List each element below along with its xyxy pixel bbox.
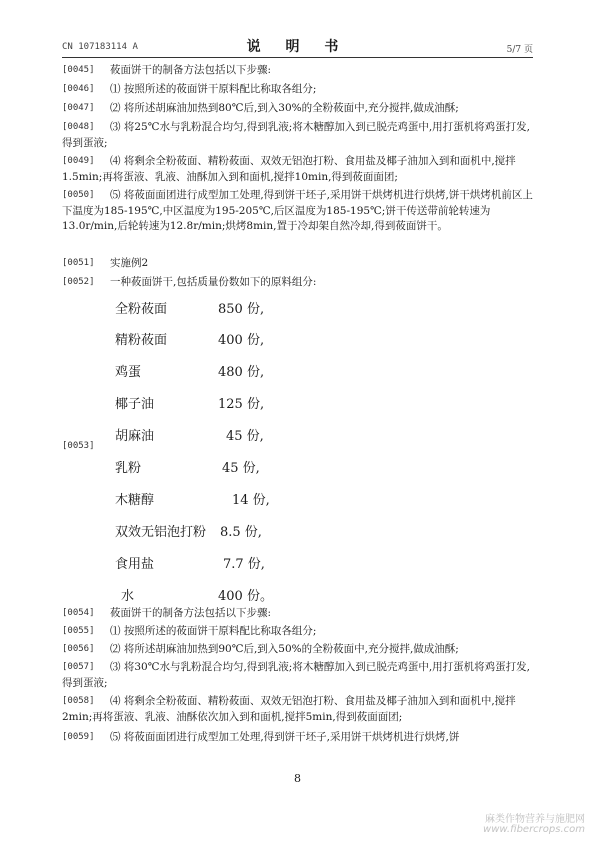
ingredient-row	[115, 361, 315, 381]
paragraph-0055	[62, 624, 540, 640]
paragraph-0050	[62, 188, 540, 235]
paragraph-text: ⑴ 按照所述的莜面饼干原料配比称取各组分;	[110, 83, 317, 95]
ingredient-row	[115, 585, 315, 605]
ingredient-name: 乳粉	[115, 461, 142, 476]
page-number: 8	[294, 772, 301, 785]
paragraph-text: ⑶ 将25℃水与乳粉混合均匀,得到乳液;将木糖醇加入到已脱壳鸡蛋中,用打蛋机将鸡蛋打发,得到蛋液;	[62, 121, 530, 149]
paragraph-0046	[62, 82, 540, 98]
paragraph-text: ⑴ 按照所述的莜面饼干原料配比称取各组分;	[110, 625, 317, 637]
paragraph-number: [0049]	[62, 156, 95, 166]
ingredient-row	[115, 489, 315, 509]
paragraph-number: [0055]	[62, 626, 95, 636]
paragraph-number: [0045]	[62, 65, 95, 75]
ingredient-amount: 7.7 份,	[223, 557, 265, 572]
paragraph-number: [0056]	[62, 644, 95, 654]
ingredient-amount: 8.5 份,	[220, 525, 262, 540]
ingredient-row	[115, 393, 315, 413]
paragraph-0049	[62, 154, 540, 185]
ingredient-amount: 45 份,	[222, 461, 260, 476]
ingredient-amount: 14 份,	[232, 493, 270, 508]
ingredient-amount: 45 份,	[226, 429, 264, 444]
paragraph-text: ⑸ 将莜面面团进行成型加工处理,得到饼干坯子,采用饼干烘烤机进行烘烤,饼干烘烤机前区上下温度为185-195℃,中区温度为195-205℃,后区温度为185-195℃;饼干传送带前轮转速为13.0r/min,后轮转速为12.8r/min;烘烤8min,置于冷却架自然冷却,得到莜面饼干。	[62, 189, 533, 233]
paragraph-text: ⑷ 将剩余全粉莜面、精粉莜面、双效无铝泡打粉、食用盐及椰子油加入到和面机中,搅拌1.5min;再将蛋液、乳液、油酥加入到和面机,搅拌10min,得到莜面面团;	[62, 155, 516, 183]
paragraph-text: ⑵ 将所述胡麻油加热到80℃后,到入30%的全粉莜面中,充分搅拌,做成油酥;	[110, 102, 459, 114]
paragraph-text: ⑶ 将30℃水与乳粉混合均匀,得到乳液;将木糖醇加入到已脱壳鸡蛋中,用打蛋机将鸡蛋打发,得到蛋液;	[62, 661, 530, 689]
paragraph-0056	[62, 642, 540, 658]
paragraph-text: ⑸ 将莜面面团进行成型加工处理,得到饼干坯子,采用饼干烘烤机进行烘烤,饼	[110, 731, 460, 743]
ingredient-amount: 400 份。	[218, 589, 273, 604]
ingredient-amount: 125 份,	[218, 397, 265, 412]
document-title: 说 明 书	[246, 39, 349, 55]
paragraph-0054	[62, 606, 540, 622]
watermark-url: www.fibercrops.com	[483, 824, 585, 835]
header-rule	[62, 57, 533, 58]
paragraph-number: [0048]	[62, 122, 95, 132]
paragraph-0051	[62, 256, 540, 272]
ingredient-name: 精粉莜面	[115, 333, 168, 348]
ingredient-name: 全粉莜面	[115, 302, 168, 317]
paragraph-text: 一种莜面饼干,包括质量份数如下的原料组分:	[110, 276, 317, 288]
paragraph-number: [0053]	[62, 441, 95, 451]
paragraph-number: [0054]	[62, 608, 95, 618]
paragraph-number: [0047]	[62, 103, 95, 113]
ingredient-amount: 400 份,	[218, 333, 265, 348]
ingredient-name: 鸡蛋	[115, 365, 142, 380]
paragraph-0052	[62, 275, 540, 291]
paragraph-number: [0050]	[62, 190, 95, 200]
paragraph-0047	[62, 101, 540, 117]
paragraph-0059	[62, 730, 540, 746]
ingredient-name: 胡麻油	[115, 429, 155, 444]
paragraph-0048	[62, 120, 540, 151]
watermark-text: 麻类作物营养与施肥网	[485, 814, 585, 825]
ingredient-row	[115, 521, 315, 541]
ingredient-name: 食用盐	[115, 557, 155, 572]
ingredient-amount: 850 份,	[218, 302, 265, 317]
paragraph-0057	[62, 660, 540, 691]
paragraph-text: 莜面饼干的制备方法包括以下步骤:	[110, 64, 272, 76]
ingredient-row	[115, 457, 315, 477]
paragraph-text: ⑷ 将剩余全粉莜面、精粉莜面、双效无铝泡打粉、食用盐及椰子油加入到和面机中,搅拌2min;再将蛋液、乳液、油酥依次加入到和面机,搅拌5min,得到莜面面团;	[62, 695, 516, 723]
ingredient-name: 木糖醇	[115, 493, 155, 508]
paragraph-text: ⑵ 将所述胡麻油加热到90℃后,到入50%的全粉莜面中,充分搅拌,做成油酥;	[110, 643, 459, 655]
ingredient-row	[115, 425, 315, 445]
ingredient-amount: 480 份,	[218, 365, 265, 380]
ingredient-name: 椰子油	[115, 397, 155, 412]
page-header	[62, 34, 533, 56]
paragraph-text: 实施例2	[110, 257, 149, 269]
paragraph-number: [0059]	[62, 732, 95, 742]
paragraph-number: [0046]	[62, 84, 95, 94]
paragraph-0058	[62, 694, 540, 725]
document-number: CN 107183114 A	[62, 42, 138, 52]
paragraph-number: [0052]	[62, 277, 95, 287]
ingredient-name: 双效无铝泡打粉	[115, 525, 207, 540]
paragraph-number: [0058]	[62, 696, 95, 706]
paragraph-number: [0051]	[62, 258, 95, 268]
ingredient-row	[115, 329, 315, 349]
page-indicator: 5/7 页	[506, 45, 533, 55]
paragraph-number: [0057]	[62, 662, 95, 672]
paragraph-text: 莜面饼干的制备方法包括以下步骤:	[110, 607, 272, 619]
paragraph-0045	[62, 63, 540, 79]
ingredient-name: 水	[121, 589, 135, 604]
ingredient-row	[115, 553, 315, 573]
ingredient-row	[115, 298, 315, 318]
